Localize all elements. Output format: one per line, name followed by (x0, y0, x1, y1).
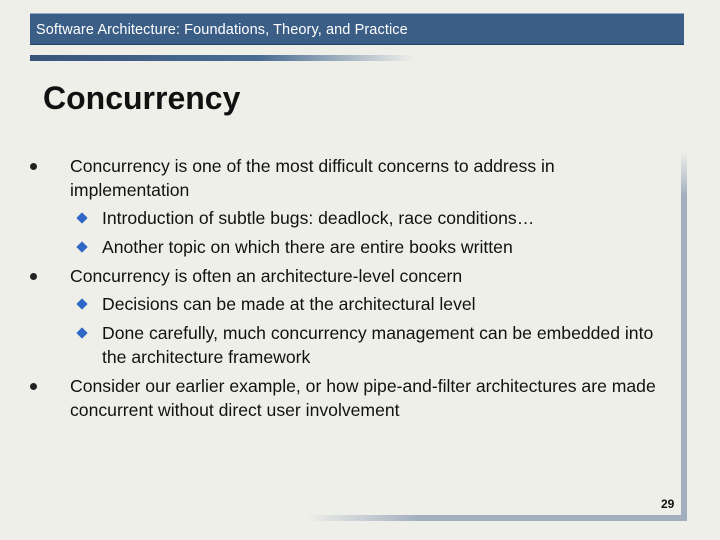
sub-bullet-item (70, 206, 670, 230)
sub-bullet-text: Decisions can be made at the architectural level (102, 294, 476, 314)
sub-bullet-text: Introduction of subtle bugs: deadlock, race conditions… (102, 208, 535, 228)
right-divider (681, 152, 687, 518)
bullet-item (30, 154, 670, 259)
bullet-list (30, 154, 670, 426)
page-number: 29 (661, 497, 675, 511)
bullet-item (30, 374, 670, 422)
diamond-bullet-icon (76, 298, 87, 309)
header-bar (30, 13, 684, 45)
sub-bullet-item (70, 235, 670, 259)
bullet-icon (30, 273, 37, 280)
sub-bullet-list (70, 206, 670, 259)
diamond-bullet-icon (76, 212, 87, 223)
diamond-bullet-icon (76, 327, 87, 338)
bullet-text: Concurrency is one of the most difficult concerns to address in implementation (70, 156, 555, 200)
bullet-item (30, 264, 670, 369)
sub-bullet-text: Another topic on which there are entire books written (102, 237, 513, 257)
bullet-text: Consider our earlier example, or how pipe-and-filter architectures are made concurrent without direct user involvement (70, 376, 656, 420)
bottom-divider (305, 515, 687, 521)
sub-bullet-item (70, 292, 670, 316)
diamond-bullet-icon (76, 241, 87, 252)
sub-bullet-list (70, 292, 670, 369)
title-divider (30, 55, 414, 61)
bullet-icon (30, 163, 37, 170)
bullet-icon (30, 383, 37, 390)
header-title: Software Architecture: Foundations, Theory, and Practice (36, 22, 408, 38)
bullet-text: Concurrency is often an architecture-level concern (70, 266, 463, 286)
sub-bullet-text: Done carefully, much concurrency management can be embedded into the architecture framework (102, 323, 654, 367)
slide-title: Concurrency (43, 80, 241, 116)
sub-bullet-item (70, 321, 670, 369)
